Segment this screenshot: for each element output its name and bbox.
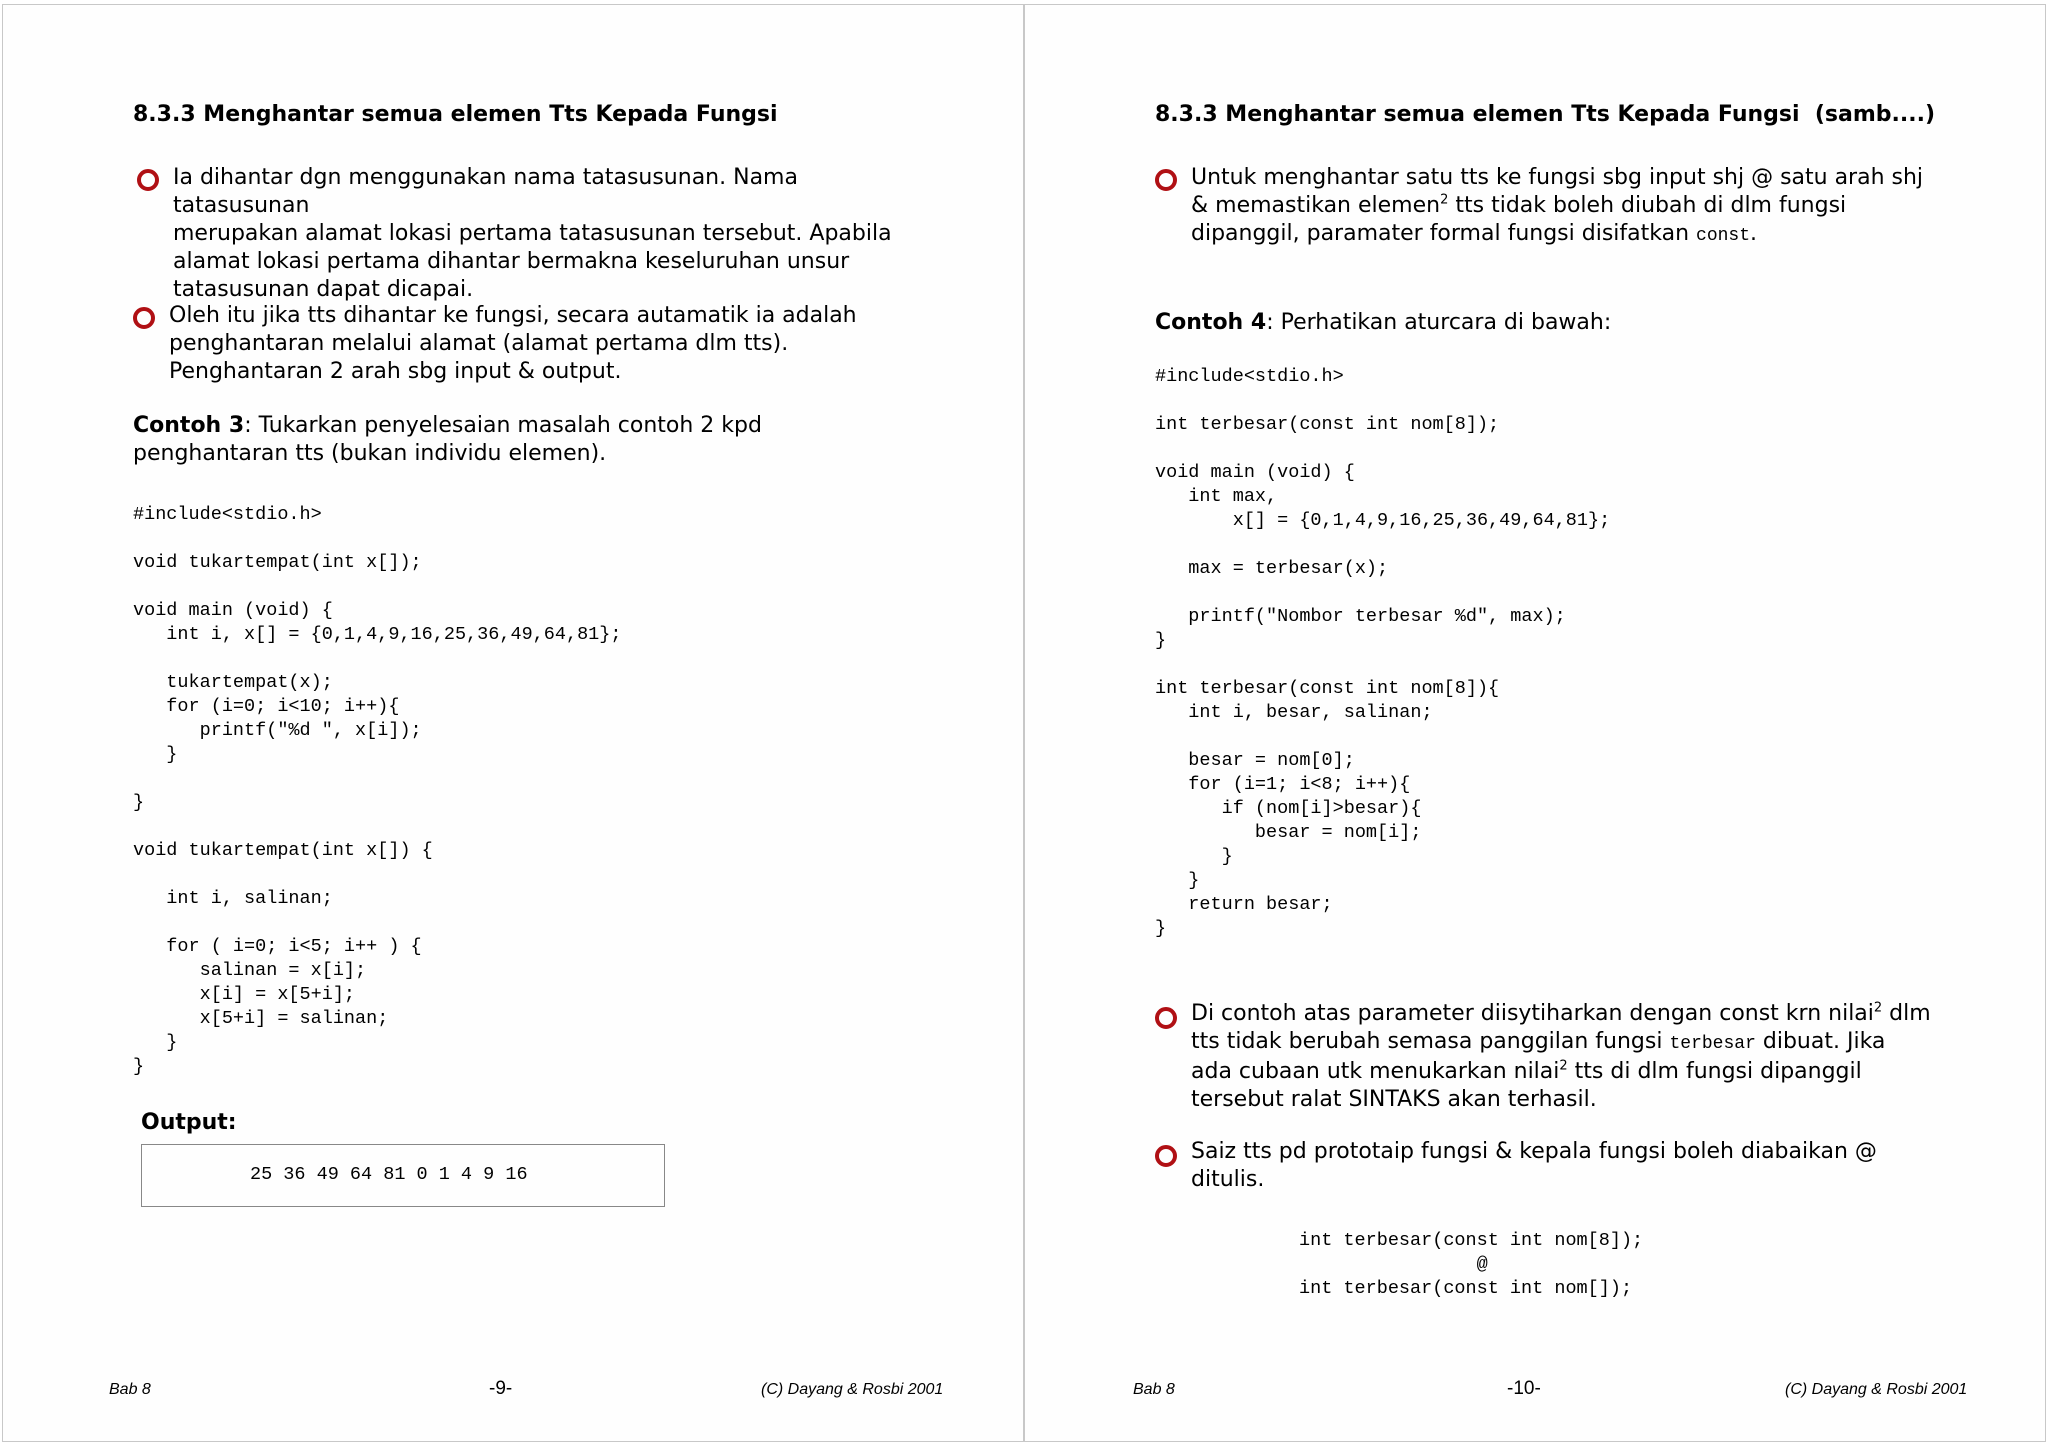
right-bullet3-text [1191, 1138, 1991, 1194]
text-line: penghantaran melalui alamat (alamat pertama dlm tts). [169, 331, 789, 356]
right-bullet1-text [1191, 164, 1991, 250]
footer-copyright: (C) Dayang & Rosbi 2001 [761, 1381, 944, 1398]
text-line [1191, 220, 1991, 250]
output-box [141, 1144, 665, 1207]
superscript: 2 [1873, 1000, 1883, 1016]
left-code-block: #include<stdio.h> void tukartempat(int x[]); void main (void) { int i, x[] = {0,1,4,9,16,25,36,49,64,81}; tukartempat(x); for (i=0; i<10; i++){ printf("%d ", x[i]); } } void tukartempat(int x[]) { int i, salinan; for ( i=0; i<5; i++ ) { salinan = x[i]; x[i] = x[5+i]; x[5+i] = salinan; } } [133, 504, 622, 1077]
inline-code: terbesar [1669, 1034, 1756, 1054]
text-part: . [1750, 221, 1758, 246]
text-part: dipanggil, paramater formal fungsi disifatkan [1191, 221, 1697, 246]
bullet-circle-icon [133, 307, 155, 329]
left-bullet1-text [173, 164, 933, 304]
left-page [2, 4, 1024, 1442]
text-part: tts tidak boleh diubah di dlm fungsi [1448, 193, 1847, 218]
footer-copyright: (C) Dayang & Rosbi 2001 [1785, 1381, 1968, 1398]
text-line: Untuk menghantar satu tts ke fungsi sbg input shj @ satu arah shj [1191, 165, 1924, 190]
right-example-intro [1155, 309, 1955, 337]
text-line: Ia dihantar dgn menggunakan nama tatasusunan. Nama tatasusunan [173, 165, 798, 218]
example-label: Contoh 4 [1155, 310, 1267, 335]
example-text: : Tukarkan penyelesaian masalah contoh 2 kpd [244, 413, 762, 438]
left-example-intro [133, 412, 933, 468]
bullet-circle-icon [1155, 1007, 1177, 1029]
text-line [1191, 1000, 1991, 1028]
text-part: tts tidak berubah semasa panggilan fungsi [1191, 1029, 1670, 1054]
text-part: dlm [1882, 1001, 1931, 1026]
example-text: : Perhatikan aturcara di bawah: [1266, 310, 1612, 335]
example-label: Contoh 3 [133, 413, 245, 438]
text-line: Oleh itu jika tts dihantar ke fungsi, secara autamatik ia adalah [169, 303, 857, 328]
text-line: ditulis. [1191, 1167, 1265, 1192]
text-line: tatasusunan dapat dicapai. [173, 277, 474, 302]
text-part: tts di dlm fungsi dipanggil [1567, 1059, 1862, 1084]
inline-code: const [1696, 226, 1751, 246]
right-heading: 8.3.3 Menghantar semua elemen Tts Kepada Fungsi (samb....) [1155, 102, 1936, 127]
output-value: 25 36 49 64 81 0 1 4 9 16 [250, 1164, 528, 1185]
footer-page-number: -10- [1507, 1378, 1541, 1399]
bullet-circle-icon [1155, 169, 1177, 191]
text-part: Di contoh atas parameter diisytiharkan dengan const krn nilai [1191, 1001, 1874, 1026]
text-line: Penghantaran 2 arah sbg input & output. [169, 359, 622, 384]
superscript: 2 [1440, 192, 1449, 208]
text-line [1191, 192, 1991, 220]
left-heading: 8.3.3 Menghantar semua elemen Tts Kepada Fungsi [133, 102, 778, 127]
text-part: dibuat. Jika [1755, 1029, 1886, 1054]
text-line: penghantaran tts (bukan individu elemen). [133, 441, 607, 466]
text-line [1191, 1058, 1991, 1086]
text-line: merupakan alamat lokasi pertama tatasusunan tersebut. Apabila [173, 221, 892, 246]
superscript: 2 [1559, 1058, 1568, 1074]
bullet-circle-icon [1155, 1145, 1177, 1167]
bullet-circle-icon [137, 169, 159, 191]
prototype-code-block: int terbesar(const int nom[8]); @ int terbesar(const int nom[]); [1299, 1230, 1644, 1299]
right-bullet2-text [1191, 1000, 1991, 1114]
footer-left: Bab 8 [109, 1381, 151, 1398]
text-line: tersebut ralat SINTAKS akan terhasil. [1191, 1087, 1597, 1112]
left-bullet2-text [169, 302, 929, 386]
text-part: ada cubaan utk menukarkan nilai [1191, 1059, 1560, 1084]
output-label: Output: [141, 1110, 237, 1135]
text-part: & memastikan elemen [1191, 193, 1441, 218]
text-line: alamat lokasi pertama dihantar bermakna keseluruhan unsur [173, 249, 850, 274]
footer-left: Bab 8 [1133, 1381, 1175, 1398]
right-code-block: #include<stdio.h> int terbesar(const int nom[8]); void main (void) { int max, x[] = {0,1,4,9,16,25,36,49,64,81}; max = terbesar(x); printf("Nombor terbesar %d", max); } int terbesar(const int nom[8]){ int i, besar, salinan; besar = nom[0]; for (i=1; i<8; i++){ if (nom[i]>besar){ besar = nom[i]; } } return besar; } [1155, 366, 1611, 939]
text-line [1191, 1028, 1991, 1058]
right-page [1024, 4, 2046, 1442]
text-line [133, 412, 933, 440]
text-line: Saiz tts pd prototaip fungsi & kepala fungsi boleh diabaikan @ [1191, 1139, 1877, 1164]
footer-page-number: -9- [489, 1378, 513, 1399]
